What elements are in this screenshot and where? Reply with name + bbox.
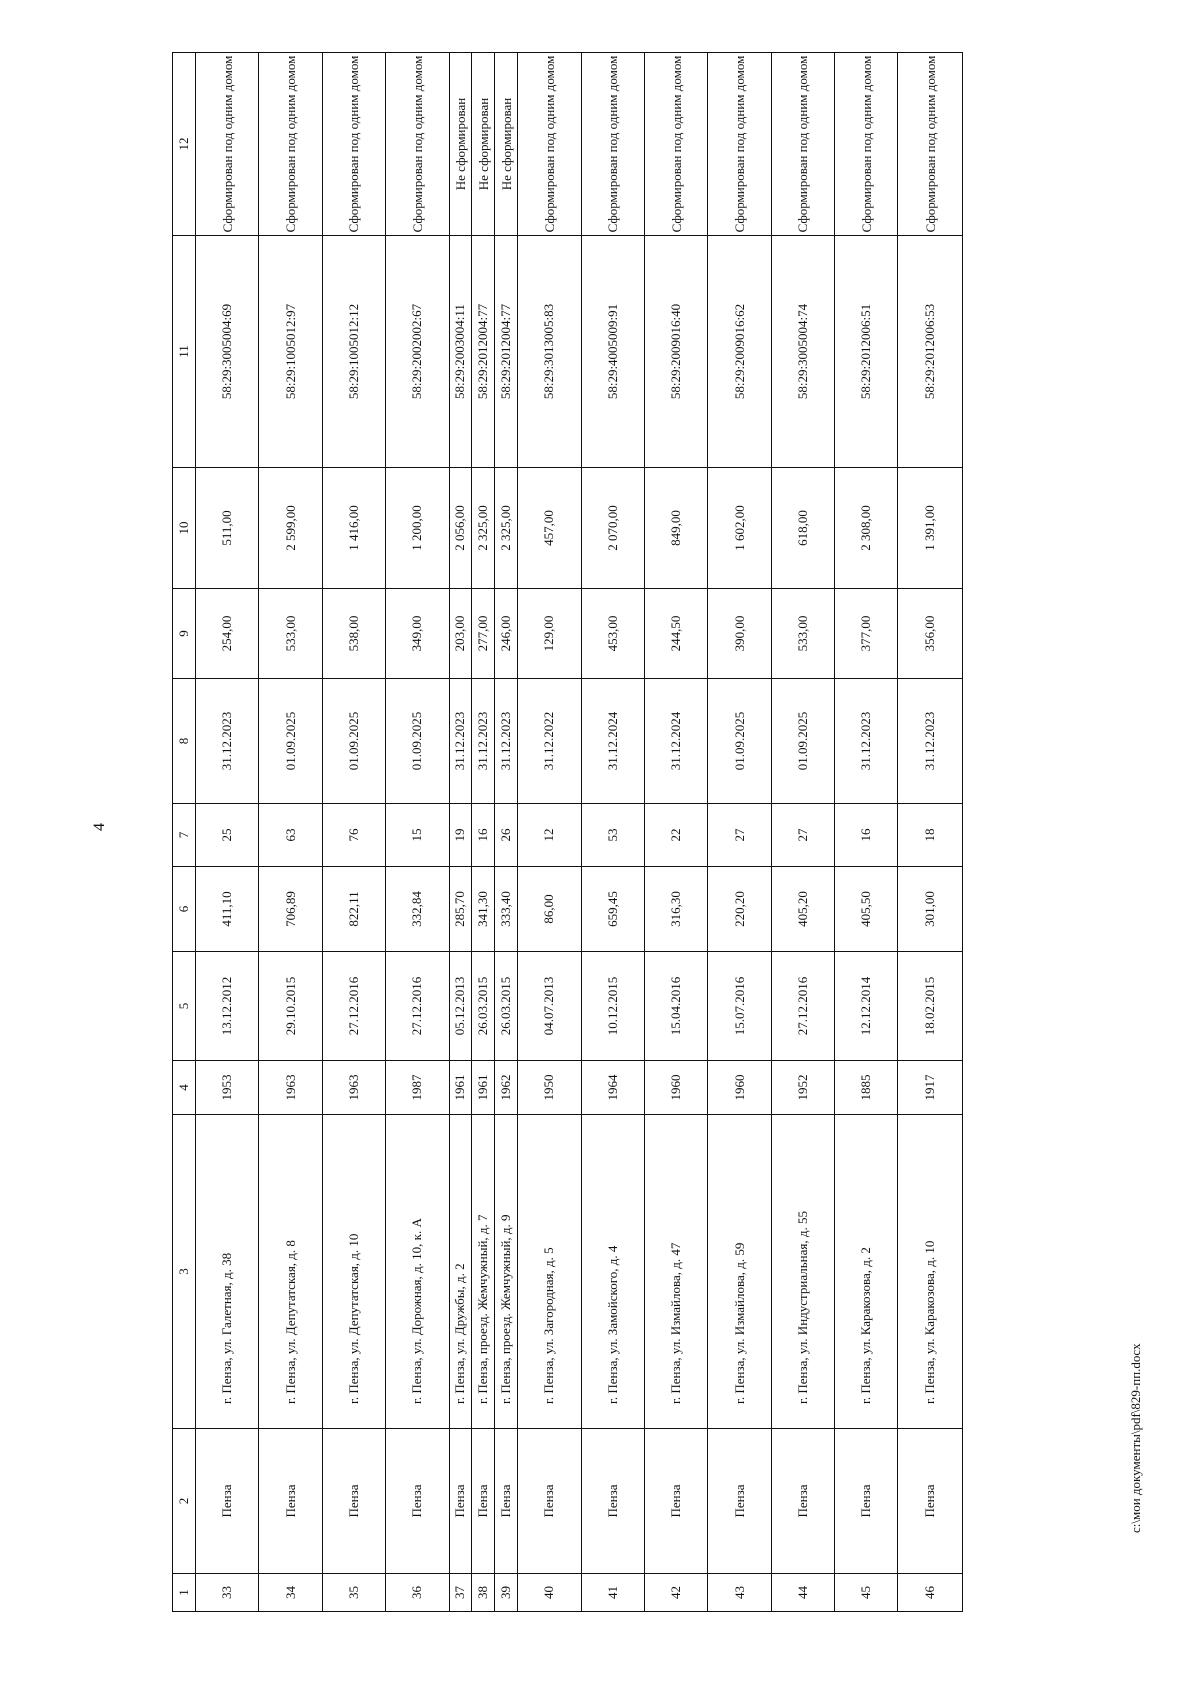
table-cell: 18 (898, 804, 963, 867)
table-row (449, 53, 472, 1612)
table-cell: г. Пенза, ул. Каракозова, д. 10 (898, 1115, 963, 1429)
table-row (386, 53, 449, 1612)
table-cell: 19 (449, 804, 472, 867)
table-cell: г. Пенза, ул. Дружбы, д. 2 (449, 1115, 472, 1429)
table-cell: Пенза (518, 1429, 581, 1574)
table-cell: 1 602,00 (708, 468, 771, 589)
table-cell: 26.03.2015 (472, 952, 495, 1061)
table-cell: 203,00 (449, 589, 472, 679)
table-cell: 45 (835, 1574, 898, 1612)
table-cell: 58:29:1005012:12 (322, 236, 385, 468)
table-cell: 40 (518, 1574, 581, 1612)
table-cell: Пенза (472, 1429, 495, 1574)
table-cell: 285,70 (449, 867, 472, 952)
table-cell: 34 (259, 1574, 322, 1612)
table-cell: 659,45 (581, 867, 644, 952)
table-cell: Не сформирован (472, 53, 495, 236)
table-cell: 39 (495, 1574, 518, 1612)
table-cell: 01.09.2025 (259, 679, 322, 804)
table-cell: 2 056,00 (449, 468, 472, 589)
table-cell: 04.07.2013 (518, 952, 581, 1061)
table-cell: 01.09.2025 (771, 679, 834, 804)
table-cell: Не сформирован (495, 53, 518, 236)
table-cell: 822,11 (322, 867, 385, 952)
table-cell: 58:29:1005012:97 (259, 236, 322, 468)
table-cell: 27.12.2016 (322, 952, 385, 1061)
table-cell: 86,00 (518, 867, 581, 952)
table-cell: 1885 (835, 1061, 898, 1115)
table-cell: 33 (196, 1574, 259, 1612)
table-cell: 1917 (898, 1061, 963, 1115)
table-cell: 46 (898, 1574, 963, 1612)
table-cell: 01.09.2025 (322, 679, 385, 804)
table-cell: 58:29:3005004:74 (771, 236, 834, 468)
table-cell: Сформирован под одним домом (518, 53, 581, 236)
table-cell: 1953 (196, 1061, 259, 1115)
table-cell: 58:29:2012004:77 (472, 236, 495, 468)
table-cell: г. Пенза, ул. Депутатская, д. 10 (322, 1115, 385, 1429)
table-cell: 27 (708, 804, 771, 867)
column-header-9: 9 (173, 589, 196, 679)
table-cell: 332,84 (386, 867, 449, 952)
table-cell: 511,00 (196, 468, 259, 589)
table-cell: 254,00 (196, 589, 259, 679)
table-cell: 1961 (449, 1061, 472, 1115)
table-cell: Сформирован под одним домом (708, 53, 771, 236)
table-cell: 246,00 (495, 589, 518, 679)
table-cell: 220,20 (708, 867, 771, 952)
table-cell: 05.12.2013 (449, 952, 472, 1061)
table-row (771, 53, 834, 1612)
column-header-6: 6 (173, 867, 196, 952)
table-cell: 01.09.2025 (386, 679, 449, 804)
table-cell: 1987 (386, 1061, 449, 1115)
table-cell: 58:29:2012004:77 (495, 236, 518, 468)
table-cell: 12 (518, 804, 581, 867)
table-cell: Сформирован под одним домом (322, 53, 385, 236)
table-cell: 76 (322, 804, 385, 867)
column-header-4: 4 (173, 1061, 196, 1115)
houses-table (172, 52, 963, 1612)
table-cell: 38 (472, 1574, 495, 1612)
table-cell: г. Пенза, ул. Каракозова, д. 2 (835, 1115, 898, 1429)
table-cell: 31.12.2024 (644, 679, 707, 804)
table-cell: 58:29:2002002:67 (386, 236, 449, 468)
table-cell: 44 (771, 1574, 834, 1612)
table-cell: 1963 (259, 1061, 322, 1115)
table-cell: 26.03.2015 (495, 952, 518, 1061)
table-cell: 277,00 (472, 589, 495, 679)
table-cell: 58:29:2009016:40 (644, 236, 707, 468)
table-row (644, 53, 707, 1612)
column-header-10: 10 (173, 468, 196, 589)
table-cell: 333,40 (495, 867, 518, 952)
table-cell: Сформирован под одним домом (581, 53, 644, 236)
column-header-8: 8 (173, 679, 196, 804)
column-header-5: 5 (173, 952, 196, 1061)
table-cell: 849,00 (644, 468, 707, 589)
table-cell: г. Пенза, ул. Дорожная, д. 10, к. А (386, 1115, 449, 1429)
table-cell: 405,20 (771, 867, 834, 952)
table-cell: Сформирован под одним домом (386, 53, 449, 236)
table-row (495, 53, 518, 1612)
column-header-7: 7 (173, 804, 196, 867)
table-cell: 31.12.2023 (898, 679, 963, 804)
table-cell: 2 599,00 (259, 468, 322, 589)
table-cell: 390,00 (708, 589, 771, 679)
table-cell: 58:29:4005009:91 (581, 236, 644, 468)
table-cell: 31.12.2023 (472, 679, 495, 804)
table-cell: 27 (771, 804, 834, 867)
table-cell: 1952 (771, 1061, 834, 1115)
table-cell: г. Пенза, ул. Загородная, д. 5 (518, 1115, 581, 1429)
table-cell: 1 391,00 (898, 468, 963, 589)
table-cell: 538,00 (322, 589, 385, 679)
table-cell: 356,00 (898, 589, 963, 679)
table-cell: 25 (196, 804, 259, 867)
table-cell: 129,00 (518, 589, 581, 679)
table-cell: 35 (322, 1574, 385, 1612)
table-cell: 316,30 (644, 867, 707, 952)
table-cell: Пенза (581, 1429, 644, 1574)
table-cell: 31.12.2023 (449, 679, 472, 804)
column-header-11: 11 (173, 236, 196, 468)
table-cell: Сформирован под одним домом (771, 53, 834, 236)
table-cell: 31.12.2023 (196, 679, 259, 804)
table-cell: 36 (386, 1574, 449, 1612)
page-number: 4 (91, 823, 108, 831)
table-cell: 58:29:2003004:11 (449, 236, 472, 468)
table-cell: 42 (644, 1574, 707, 1612)
table-cell: 29.10.2015 (259, 952, 322, 1061)
table-cell: Пенза (386, 1429, 449, 1574)
table-cell: г. Пенза, ул. Индустриальная, д. 55 (771, 1115, 834, 1429)
table-cell: 1962 (495, 1061, 518, 1115)
table-cell: 31.12.2023 (495, 679, 518, 804)
table-cell: 31.12.2023 (835, 679, 898, 804)
header-row (173, 53, 196, 1612)
table-cell: 15.04.2016 (644, 952, 707, 1061)
table-cell: 453,00 (581, 589, 644, 679)
table-cell: 15 (386, 804, 449, 867)
table-cell: 1960 (644, 1061, 707, 1115)
table-cell: 27.12.2016 (771, 952, 834, 1061)
table-cell: 58:29:3013005:83 (518, 236, 581, 468)
table-cell: 301,00 (898, 867, 963, 952)
table-cell: 63 (259, 804, 322, 867)
table-row (322, 53, 385, 1612)
column-header-1: 1 (173, 1574, 196, 1612)
table-row (708, 53, 771, 1612)
table-cell: 2 325,00 (495, 468, 518, 589)
table-cell: 16 (472, 804, 495, 867)
table-cell: 341,30 (472, 867, 495, 952)
table-cell: Пенза (771, 1429, 834, 1574)
table-cell: Сформирован под одним домом (898, 53, 963, 236)
table-cell: 1963 (322, 1061, 385, 1115)
table-cell: Пенза (708, 1429, 771, 1574)
table-row (898, 53, 963, 1612)
table-cell: 2 325,00 (472, 468, 495, 589)
table-cell: 457,00 (518, 468, 581, 589)
table-cell: Пенза (449, 1429, 472, 1574)
table-cell: Пенза (644, 1429, 707, 1574)
table-cell: 16 (835, 804, 898, 867)
table-body (196, 53, 963, 1612)
table-cell: 26 (495, 804, 518, 867)
table-cell: 618,00 (771, 468, 834, 589)
table-cell: г. Пенза, проезд. Жемчужный, д. 7 (472, 1115, 495, 1429)
table-cell: 01.09.2025 (708, 679, 771, 804)
table-row (259, 53, 322, 1612)
table-cell: 2 308,00 (835, 468, 898, 589)
table-cell: 1950 (518, 1061, 581, 1115)
table-cell: 18.02.2015 (898, 952, 963, 1061)
footer-file-path: с:\мои документы\pdf\829-пп.docx (1128, 1343, 1143, 1533)
table-cell: 10.12.2015 (581, 952, 644, 1061)
table-cell: 41 (581, 1574, 644, 1612)
table-row (581, 53, 644, 1612)
table-cell: г. Пенза, ул. Депутатская, д. 8 (259, 1115, 322, 1429)
table-cell: Сформирован под одним домом (196, 53, 259, 236)
table-cell: Пенза (196, 1429, 259, 1574)
table-cell: Пенза (495, 1429, 518, 1574)
table-cell: г. Пенза, проезд. Жемчужный, д. 9 (495, 1115, 518, 1429)
table-cell: 533,00 (259, 589, 322, 679)
table-cell: 1 200,00 (386, 468, 449, 589)
table-cell: 2 070,00 (581, 468, 644, 589)
table-cell: 53 (581, 804, 644, 867)
column-header-12: 12 (173, 53, 196, 236)
table-cell: 27.12.2016 (386, 952, 449, 1061)
table-cell: 15.07.2016 (708, 952, 771, 1061)
table-cell: Пенза (898, 1429, 963, 1574)
table-cell: 349,00 (386, 589, 449, 679)
table-cell: 405,50 (835, 867, 898, 952)
table-cell: 377,00 (835, 589, 898, 679)
table-cell: 58:29:2012006:53 (898, 236, 963, 468)
table-cell: 1961 (472, 1061, 495, 1115)
table-cell: 37 (449, 1574, 472, 1612)
table-cell: Сформирован под одним домом (259, 53, 322, 236)
table-cell: Сформирован под одним домом (644, 53, 707, 236)
table-cell: 12.12.2014 (835, 952, 898, 1061)
table-cell: 1 416,00 (322, 468, 385, 589)
table-cell: 244,50 (644, 589, 707, 679)
table-row (835, 53, 898, 1612)
table-cell: Пенза (259, 1429, 322, 1574)
table-cell: Не сформирован (449, 53, 472, 236)
table-cell: 1964 (581, 1061, 644, 1115)
table-cell: 13.12.2012 (196, 952, 259, 1061)
table-row (472, 53, 495, 1612)
table-cell: 411,10 (196, 867, 259, 952)
table-cell: Пенза (835, 1429, 898, 1574)
rotated-table-container (172, 53, 963, 1612)
table-cell: 58:29:2012006:51 (835, 236, 898, 468)
table-cell: 58:29:2009016:62 (708, 236, 771, 468)
table-cell: 1960 (708, 1061, 771, 1115)
table-cell: Пенза (322, 1429, 385, 1574)
table-cell: 31.12.2022 (518, 679, 581, 804)
table-cell: Сформирован под одним домом (835, 53, 898, 236)
table-cell: 43 (708, 1574, 771, 1612)
column-header-2: 2 (173, 1429, 196, 1574)
table-cell: г. Пенза, ул. Замойского, д. 4 (581, 1115, 644, 1429)
table-cell: 533,00 (771, 589, 834, 679)
table-cell: 22 (644, 804, 707, 867)
table-cell: 706,89 (259, 867, 322, 952)
table-cell: г. Пенза, ул. Измайлова, д. 47 (644, 1115, 707, 1429)
table-cell: 31.12.2024 (581, 679, 644, 804)
table-cell: г. Пенза, ул. Галетная, д. 38 (196, 1115, 259, 1429)
table-row (196, 53, 259, 1612)
table-cell: г. Пенза, ул. Измайлова, д. 59 (708, 1115, 771, 1429)
table-cell: 58:29:3005004:69 (196, 236, 259, 468)
column-header-3: 3 (173, 1115, 196, 1429)
table-row (518, 53, 581, 1612)
